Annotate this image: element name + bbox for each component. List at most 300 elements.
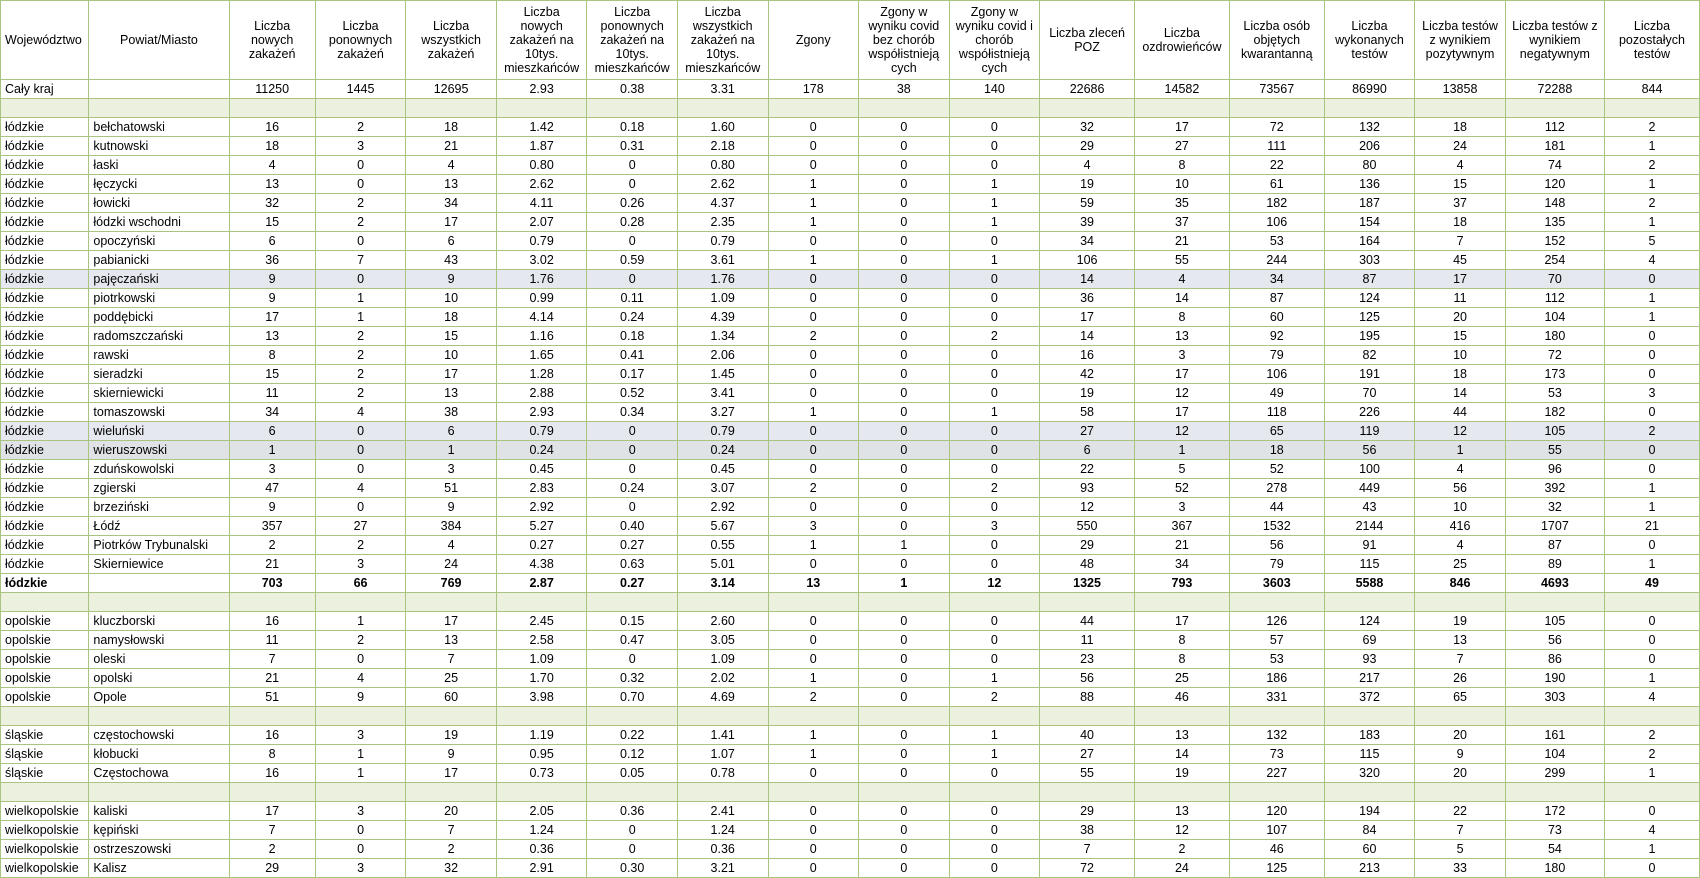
cell-value[interactable]: 7 <box>315 251 406 270</box>
cell-value[interactable]: 34 <box>1229 270 1324 289</box>
cell-value[interactable]: 11 <box>1415 289 1506 308</box>
column-header[interactable]: Liczba ponownych zakażeń na 10tys. mieszkańców <box>587 1 678 80</box>
cell-value[interactable]: 1 <box>1604 175 1699 194</box>
cell-value[interactable]: 124 <box>1324 612 1415 631</box>
cell-value[interactable]: 0 <box>768 840 859 859</box>
cell-district[interactable]: zduńskowolski <box>89 460 229 479</box>
cell-value[interactable]: 7 <box>1040 840 1135 859</box>
cell-value[interactable]: 125 <box>1324 308 1415 327</box>
cell-value[interactable]: 1 <box>949 745 1040 764</box>
cell-value[interactable]: 1 <box>1415 441 1506 460</box>
cell-value[interactable]: 1.19 <box>496 726 587 745</box>
cell-value[interactable]: 37 <box>1135 213 1230 232</box>
empty-cell[interactable] <box>406 593 497 612</box>
cell-value[interactable]: 0.24 <box>587 479 678 498</box>
cell-value[interactable]: 59 <box>1040 194 1135 213</box>
cell-value[interactable]: 27 <box>1135 137 1230 156</box>
cell-voivodeship[interactable]: łódzkie <box>1 137 89 156</box>
empty-cell[interactable] <box>89 99 229 118</box>
cell-value[interactable]: 87 <box>1505 536 1604 555</box>
cell-value[interactable]: 0 <box>587 232 678 251</box>
cell-district[interactable]: kępiński <box>89 821 229 840</box>
cell-value[interactable]: 0 <box>768 498 859 517</box>
cell-value[interactable]: 11 <box>1040 631 1135 650</box>
cell-value[interactable]: 57 <box>1229 631 1324 650</box>
cell-value[interactable]: 0 <box>315 650 406 669</box>
cell-voivodeship[interactable]: łódzkie <box>1 574 89 593</box>
cell-voivodeship[interactable]: łódzkie <box>1 232 89 251</box>
cell-value[interactable]: 21 <box>229 555 315 574</box>
cell-value[interactable]: 0 <box>859 764 950 783</box>
cell-value[interactable]: 6 <box>406 422 497 441</box>
cell-value[interactable]: 303 <box>1505 688 1604 707</box>
cell-voivodeship[interactable]: wielkopolskie <box>1 859 89 878</box>
empty-cell[interactable] <box>406 783 497 802</box>
cell-value[interactable]: 180 <box>1505 859 1604 878</box>
cell-value[interactable]: 1 <box>768 536 859 555</box>
cell-value[interactable]: 18 <box>1415 118 1506 137</box>
empty-cell[interactable] <box>1505 707 1604 726</box>
cell-value[interactable]: 14 <box>1040 327 1135 346</box>
cell-value[interactable]: 8 <box>1135 631 1230 650</box>
cell-value[interactable]: 92 <box>1229 327 1324 346</box>
cell-value[interactable]: 1 <box>229 441 315 460</box>
cell-value[interactable]: 17 <box>1135 118 1230 137</box>
cell-value[interactable]: 0 <box>859 308 950 327</box>
cell-value[interactable]: 0 <box>768 137 859 156</box>
cell-value[interactable]: 132 <box>1229 726 1324 745</box>
cell-value[interactable]: 2144 <box>1324 517 1415 536</box>
empty-cell[interactable] <box>949 783 1040 802</box>
cell-value[interactable]: 0.52 <box>587 384 678 403</box>
cell-value[interactable]: 0 <box>315 460 406 479</box>
cell-district[interactable]: wieruszowski <box>89 441 229 460</box>
cell-value[interactable]: 0 <box>859 517 950 536</box>
cell-voivodeship[interactable]: łódzkie <box>1 308 89 327</box>
cell-value[interactable]: 0 <box>949 289 1040 308</box>
cell-value[interactable]: 9 <box>406 498 497 517</box>
cell-value[interactable]: 2.45 <box>496 612 587 631</box>
cell-value[interactable]: 12695 <box>406 80 497 99</box>
cell-district[interactable]: łowicki <box>89 194 229 213</box>
cell-value[interactable]: 120 <box>1505 175 1604 194</box>
cell-district[interactable]: Kalisz <box>89 859 229 878</box>
cell-value[interactable]: 4 <box>1415 460 1506 479</box>
cell-value[interactable]: 105 <box>1505 612 1604 631</box>
cell-value[interactable]: 19 <box>1415 612 1506 631</box>
cell-value[interactable]: 60 <box>1229 308 1324 327</box>
cell-value[interactable]: 47 <box>229 479 315 498</box>
cell-value[interactable]: 0 <box>949 764 1040 783</box>
cell-value[interactable]: 769 <box>406 574 497 593</box>
cell-value[interactable]: 4.39 <box>677 308 768 327</box>
cell-value[interactable]: 3 <box>1135 346 1230 365</box>
cell-value[interactable]: 0 <box>1604 270 1699 289</box>
cell-value[interactable]: 24 <box>1135 859 1230 878</box>
cell-value[interactable]: 16 <box>229 726 315 745</box>
cell-value[interactable]: 2.91 <box>496 859 587 878</box>
cell-voivodeship[interactable]: łódzkie <box>1 251 89 270</box>
cell-value[interactable]: 11 <box>229 384 315 403</box>
cell-value[interactable]: 0 <box>768 118 859 137</box>
cell-value[interactable]: 17 <box>406 365 497 384</box>
column-header[interactable]: Powiat/Miasto <box>89 1 229 80</box>
cell-value[interactable]: 9 <box>229 270 315 289</box>
cell-value[interactable]: 29 <box>1040 137 1135 156</box>
cell-value[interactable]: 1 <box>949 213 1040 232</box>
cell-value[interactable]: 278 <box>1229 479 1324 498</box>
cell-value[interactable]: 372 <box>1324 688 1415 707</box>
empty-cell[interactable] <box>677 707 768 726</box>
cell-value[interactable]: 0 <box>768 612 859 631</box>
cell-value[interactable]: 16 <box>229 764 315 783</box>
cell-value[interactable]: 0 <box>768 232 859 251</box>
cell-value[interactable]: 0 <box>768 555 859 574</box>
cell-value[interactable]: 56 <box>1415 479 1506 498</box>
cell-value[interactable]: 4 <box>1415 536 1506 555</box>
cell-value[interactable]: 24 <box>406 555 497 574</box>
cell-value[interactable]: 9 <box>229 289 315 308</box>
cell-value[interactable]: 25 <box>1415 555 1506 574</box>
cell-value[interactable]: 0.59 <box>587 251 678 270</box>
empty-cell[interactable] <box>949 99 1040 118</box>
cell-value[interactable]: 0 <box>315 441 406 460</box>
cell-value[interactable]: 0.27 <box>587 536 678 555</box>
cell-value[interactable]: 46 <box>1135 688 1230 707</box>
cell-value[interactable]: 18 <box>229 137 315 156</box>
cell-value[interactable]: 13 <box>406 631 497 650</box>
cell-value[interactable]: 66 <box>315 574 406 593</box>
cell-value[interactable]: 2 <box>406 840 497 859</box>
cell-value[interactable]: 0.45 <box>496 460 587 479</box>
empty-cell[interactable] <box>1505 783 1604 802</box>
cell-value[interactable]: 2 <box>1604 726 1699 745</box>
cell-value[interactable]: 299 <box>1505 764 1604 783</box>
cell-value[interactable]: 384 <box>406 517 497 536</box>
cell-value[interactable]: 13 <box>406 384 497 403</box>
cell-value[interactable]: 0 <box>1604 365 1699 384</box>
cell-value[interactable]: 0.79 <box>496 422 587 441</box>
cell-value[interactable]: 3 <box>1604 384 1699 403</box>
cell-value[interactable]: 0 <box>768 441 859 460</box>
cell-value[interactable]: 1.24 <box>496 821 587 840</box>
cell-value[interactable]: 3 <box>315 859 406 878</box>
cell-value[interactable]: 6 <box>229 422 315 441</box>
cell-value[interactable]: 22 <box>1040 460 1135 479</box>
cell-value[interactable]: 8 <box>1135 156 1230 175</box>
cell-value[interactable]: 0 <box>859 365 950 384</box>
cell-value[interactable]: 5588 <box>1324 574 1415 593</box>
cell-value[interactable]: 0.28 <box>587 213 678 232</box>
empty-cell[interactable] <box>768 783 859 802</box>
cell-value[interactable]: 217 <box>1324 669 1415 688</box>
column-header[interactable]: Liczba ozdrowieńców <box>1135 1 1230 80</box>
empty-cell[interactable] <box>1135 783 1230 802</box>
cell-value[interactable]: 49 <box>1604 574 1699 593</box>
cell-value[interactable]: 1.41 <box>677 726 768 745</box>
column-header[interactable]: Liczba wszystkich zakażeń <box>406 1 497 80</box>
cell-value[interactable]: 70 <box>1505 270 1604 289</box>
cell-value[interactable]: 2.88 <box>496 384 587 403</box>
cell-value[interactable]: 3.07 <box>677 479 768 498</box>
cell-value[interactable]: 60 <box>1324 840 1415 859</box>
cell-value[interactable]: 0.47 <box>587 631 678 650</box>
cell-value[interactable]: 6 <box>406 232 497 251</box>
cell-value[interactable]: 0 <box>949 346 1040 365</box>
cell-value[interactable]: 2.87 <box>496 574 587 593</box>
cell-value[interactable]: 0 <box>949 232 1040 251</box>
cell-value[interactable]: 106 <box>1229 213 1324 232</box>
cell-value[interactable]: 19 <box>1135 764 1230 783</box>
cell-value[interactable]: 48 <box>1040 555 1135 574</box>
cell-value[interactable]: 0 <box>768 460 859 479</box>
empty-cell[interactable] <box>89 783 229 802</box>
cell-value[interactable]: 2 <box>229 840 315 859</box>
cell-value[interactable]: 227 <box>1229 764 1324 783</box>
cell-value[interactable]: 60 <box>406 688 497 707</box>
cell-value[interactable]: 0.24 <box>677 441 768 460</box>
cell-value[interactable]: 0 <box>949 270 1040 289</box>
cell-value[interactable]: 0.18 <box>587 118 678 137</box>
cell-value[interactable]: 1 <box>315 764 406 783</box>
cell-value[interactable]: 124 <box>1324 289 1415 308</box>
cell-value[interactable]: 793 <box>1135 574 1230 593</box>
cell-value[interactable]: 38 <box>406 403 497 422</box>
cell-value[interactable]: 20 <box>406 802 497 821</box>
cell-voivodeship[interactable]: łódzkie <box>1 270 89 289</box>
cell-value[interactable]: 0.24 <box>496 441 587 460</box>
cell-district[interactable]: opolski <box>89 669 229 688</box>
cell-value[interactable]: 3 <box>949 517 1040 536</box>
cell-value[interactable]: 91 <box>1324 536 1415 555</box>
cell-value[interactable]: 55 <box>1040 764 1135 783</box>
cell-value[interactable]: 7 <box>1415 821 1506 840</box>
cell-voivodeship[interactable]: łódzkie <box>1 346 89 365</box>
cell-value[interactable]: 22 <box>1229 156 1324 175</box>
cell-voivodeship[interactable]: łódzkie <box>1 289 89 308</box>
cell-value[interactable]: 84 <box>1324 821 1415 840</box>
empty-cell[interactable] <box>1229 99 1324 118</box>
cell-value[interactable]: 14582 <box>1135 80 1230 99</box>
cell-value[interactable]: 36 <box>1040 289 1135 308</box>
cell-value[interactable]: 0 <box>859 346 950 365</box>
cell-value[interactable]: 11 <box>229 631 315 650</box>
cell-value[interactable]: 17 <box>1135 403 1230 422</box>
cell-value[interactable]: 3 <box>315 802 406 821</box>
cell-value[interactable]: 34 <box>406 194 497 213</box>
cell-value[interactable]: 0 <box>768 365 859 384</box>
empty-cell[interactable] <box>89 707 229 726</box>
cell-value[interactable]: 1 <box>315 308 406 327</box>
cell-value[interactable]: 254 <box>1505 251 1604 270</box>
cell-value[interactable]: 0 <box>587 175 678 194</box>
cell-voivodeship[interactable]: łódzkie <box>1 555 89 574</box>
cell-value[interactable]: 0 <box>949 821 1040 840</box>
cell-value[interactable]: 115 <box>1324 555 1415 574</box>
cell-value[interactable]: 0 <box>859 137 950 156</box>
cell-value[interactable]: 2 <box>315 194 406 213</box>
cell-value[interactable]: 3.27 <box>677 403 768 422</box>
cell-value[interactable]: 0 <box>1604 650 1699 669</box>
cell-value[interactable]: 846 <box>1415 574 1506 593</box>
cell-value[interactable]: 392 <box>1505 479 1604 498</box>
cell-value[interactable]: 0.45 <box>677 460 768 479</box>
cell-value[interactable]: 1 <box>1604 308 1699 327</box>
cell-value[interactable]: 100 <box>1324 460 1415 479</box>
cell-value[interactable]: 0 <box>859 802 950 821</box>
empty-cell[interactable] <box>1135 707 1230 726</box>
cell-value[interactable]: 0 <box>859 669 950 688</box>
cell-value[interactable]: 1 <box>768 669 859 688</box>
cell-value[interactable]: 5 <box>1604 232 1699 251</box>
cell-value[interactable]: 0 <box>949 137 1040 156</box>
cell-value[interactable]: 18 <box>1415 213 1506 232</box>
empty-cell[interactable] <box>1229 783 1324 802</box>
cell-value[interactable]: 13 <box>1135 726 1230 745</box>
empty-cell[interactable] <box>496 99 587 118</box>
cell-district[interactable]: namysłowski <box>89 631 229 650</box>
cell-value[interactable]: 1.09 <box>496 650 587 669</box>
cell-value[interactable]: 3.05 <box>677 631 768 650</box>
cell-value[interactable]: 19 <box>1040 175 1135 194</box>
cell-district[interactable] <box>89 574 229 593</box>
cell-value[interactable]: 0.36 <box>496 840 587 859</box>
cell-district[interactable]: skierniewicki <box>89 384 229 403</box>
cell-value[interactable]: 1 <box>1604 669 1699 688</box>
cell-value[interactable]: 0 <box>768 859 859 878</box>
cell-value[interactable]: 320 <box>1324 764 1415 783</box>
cell-value[interactable]: 73567 <box>1229 80 1324 99</box>
cell-value[interactable]: 1 <box>1604 764 1699 783</box>
cell-value[interactable]: 1 <box>949 726 1040 745</box>
cell-district[interactable]: łęczycki <box>89 175 229 194</box>
cell-value[interactable]: 152 <box>1505 232 1604 251</box>
cell-value[interactable]: 32 <box>1040 118 1135 137</box>
column-header[interactable]: Liczba zleceń POZ <box>1040 1 1135 80</box>
cell-value[interactable]: 132 <box>1324 118 1415 137</box>
cell-value[interactable]: 53 <box>1229 232 1324 251</box>
cell-value[interactable]: 0 <box>768 384 859 403</box>
cell-value[interactable]: 5 <box>1135 460 1230 479</box>
cell-district[interactable]: pajęczański <box>89 270 229 289</box>
cell-value[interactable]: 118 <box>1229 403 1324 422</box>
cell-value[interactable]: 13 <box>1135 327 1230 346</box>
cell-value[interactable]: 4.37 <box>677 194 768 213</box>
cell-value[interactable]: 9 <box>406 270 497 289</box>
cell-value[interactable]: 0 <box>1604 631 1699 650</box>
cell-value[interactable]: 72 <box>1505 346 1604 365</box>
cell-value[interactable]: 56 <box>1324 441 1415 460</box>
cell-district[interactable]: bełchatowski <box>89 118 229 137</box>
cell-value[interactable]: 182 <box>1505 403 1604 422</box>
cell-value[interactable]: 0.78 <box>677 764 768 783</box>
cell-value[interactable]: 0 <box>859 118 950 137</box>
cell-value[interactable]: 2.93 <box>496 403 587 422</box>
cell-value[interactable]: 0 <box>859 821 950 840</box>
cell-value[interactable]: 1 <box>1604 840 1699 859</box>
cell-value[interactable]: 1 <box>1604 289 1699 308</box>
cell-value[interactable]: 0 <box>768 308 859 327</box>
empty-cell[interactable] <box>859 593 950 612</box>
empty-cell[interactable] <box>1324 783 1415 802</box>
cell-value[interactable]: 2.18 <box>677 137 768 156</box>
cell-value[interactable]: 17 <box>1040 308 1135 327</box>
cell-value[interactable]: 13 <box>1135 802 1230 821</box>
cell-district[interactable]: Skierniewice <box>89 555 229 574</box>
cell-value[interactable]: 111 <box>1229 137 1324 156</box>
cell-value[interactable]: 1.07 <box>677 745 768 764</box>
cell-value[interactable]: 135 <box>1505 213 1604 232</box>
empty-cell[interactable] <box>768 707 859 726</box>
cell-district[interactable]: piotrkowski <box>89 289 229 308</box>
cell-value[interactable]: 3 <box>315 555 406 574</box>
cell-value[interactable]: 3.14 <box>677 574 768 593</box>
cell-value[interactable]: 0 <box>768 821 859 840</box>
cell-value[interactable]: 73 <box>1229 745 1324 764</box>
cell-value[interactable]: 4.11 <box>496 194 587 213</box>
cell-district[interactable]: brzeziński <box>89 498 229 517</box>
cell-value[interactable]: 1 <box>768 251 859 270</box>
empty-cell[interactable] <box>1604 593 1699 612</box>
cell-value[interactable]: 0.30 <box>587 859 678 878</box>
empty-cell[interactable] <box>859 707 950 726</box>
cell-value[interactable]: 0 <box>859 745 950 764</box>
cell-value[interactable]: 0 <box>1604 346 1699 365</box>
cell-value[interactable]: 0.73 <box>496 764 587 783</box>
cell-value[interactable]: 55 <box>1135 251 1230 270</box>
cell-value[interactable]: 26 <box>1415 669 1506 688</box>
empty-cell[interactable] <box>1505 593 1604 612</box>
cell-value[interactable]: 0 <box>768 156 859 175</box>
cell-value[interactable]: 1 <box>949 669 1040 688</box>
cell-value[interactable]: 187 <box>1324 194 1415 213</box>
cell-value[interactable]: 5 <box>1415 840 1506 859</box>
cell-value[interactable]: 18 <box>1229 441 1324 460</box>
cell-value[interactable]: 1.65 <box>496 346 587 365</box>
cell-value[interactable]: 2.60 <box>677 612 768 631</box>
cell-value[interactable]: 86 <box>1505 650 1604 669</box>
cell-value[interactable]: 2 <box>1604 118 1699 137</box>
cell-value[interactable]: 3603 <box>1229 574 1324 593</box>
cell-value[interactable]: 4 <box>229 156 315 175</box>
cell-value[interactable]: 2 <box>768 327 859 346</box>
cell-district[interactable]: poddębicki <box>89 308 229 327</box>
cell-value[interactable]: 0 <box>949 498 1040 517</box>
empty-cell[interactable] <box>677 783 768 802</box>
cell-value[interactable]: 17 <box>1135 365 1230 384</box>
cell-value[interactable]: 80 <box>1324 156 1415 175</box>
cell-value[interactable]: 88 <box>1040 688 1135 707</box>
cell-value[interactable]: 3.98 <box>496 688 587 707</box>
cell-value[interactable]: 4 <box>1604 251 1699 270</box>
cell-voivodeship[interactable]: łódzkie <box>1 327 89 346</box>
column-header[interactable]: Zgony w wyniku covid bez chorób współistnieją cych <box>859 1 950 80</box>
cell-value[interactable]: 12 <box>1040 498 1135 517</box>
cell-value[interactable]: 0.79 <box>677 422 768 441</box>
cell-value[interactable]: 15 <box>229 365 315 384</box>
cell-value[interactable]: 7 <box>406 821 497 840</box>
empty-cell[interactable] <box>1604 783 1699 802</box>
cell-value[interactable]: 5.27 <box>496 517 587 536</box>
cell-value[interactable]: 3.02 <box>496 251 587 270</box>
cell-voivodeship[interactable]: łódzkie <box>1 365 89 384</box>
column-header[interactable]: Zgony <box>768 1 859 80</box>
cell-value[interactable]: 1 <box>768 213 859 232</box>
empty-cell[interactable] <box>1415 99 1506 118</box>
cell-value[interactable]: 1.76 <box>677 270 768 289</box>
column-header[interactable]: Liczba testów z wynikiem pozytywnym <box>1415 1 1506 80</box>
cell-voivodeship[interactable]: wielkopolskie <box>1 821 89 840</box>
